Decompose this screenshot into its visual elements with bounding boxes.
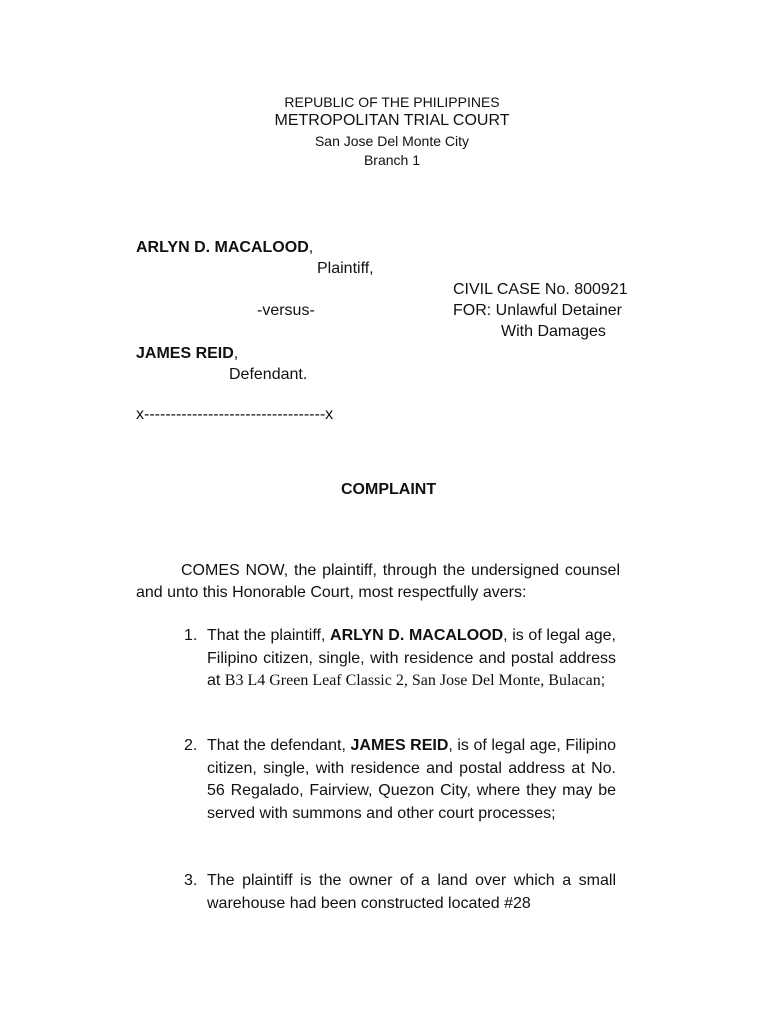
- caption-separator: x----------------------------------x: [136, 406, 334, 423]
- defendant-comma: ,: [233, 345, 239, 362]
- item-number: 3.: [184, 872, 198, 889]
- plaintiff-line: [136, 239, 313, 257]
- item-text-pre: That the plaintiff,: [207, 627, 331, 644]
- list-item: [184, 625, 616, 693]
- plaintiff-role: Plaintiff,: [317, 260, 374, 277]
- item-text-pre: That the defendant,: [207, 737, 351, 754]
- header-city: San Jose Del Monte City: [314, 133, 470, 149]
- item-text-pre: The plaintiff is the owner of a land over which a small warehouse had been constructed located #28: [207, 872, 616, 912]
- header-court: METROPOLITAN TRIAL COURT: [274, 112, 510, 129]
- item-text-post: ;: [600, 672, 606, 689]
- case-number: CIVIL CASE No. 800921: [453, 281, 628, 298]
- case-for-line1: FOR: Unlawful Detainer: [453, 302, 622, 319]
- item-text-mid: , is of legal age, Filipino citizen, single, with residence and postal address at: [207, 627, 616, 689]
- defendant-line: [136, 345, 238, 363]
- defendant-name: JAMES REID: [136, 345, 234, 362]
- plaintiff-comma: ,: [308, 239, 314, 256]
- plaintiff-name: ARLYN D. MACALOOD: [136, 239, 309, 256]
- item-body: [207, 735, 616, 825]
- defendant-name-bold: JAMES REID: [350, 737, 449, 754]
- header-republic: REPUBLIC OF THE PHILIPPINES: [284, 94, 500, 110]
- intro-paragraph: [136, 560, 620, 604]
- defendant-role: Defendant.: [229, 366, 308, 383]
- versus-label: -versus-: [257, 302, 315, 319]
- document-title: COMPLAINT: [341, 481, 437, 498]
- case-for-line2: With Damages: [501, 323, 606, 340]
- item-number: 2.: [184, 737, 198, 754]
- header-branch: Branch 1: [363, 152, 421, 168]
- plaintiff-address: B3 L4 Green Leaf Classic 2, San Jose Del Monte, Bulacan: [224, 672, 601, 689]
- intro-text: COMES NOW, the plaintiff, through the undersigned counsel and unto this Honorable Court, most respectfully avers:: [136, 562, 620, 601]
- item-body: [207, 870, 616, 915]
- item-number: 1.: [184, 627, 198, 644]
- item-text-mid: , is of legal age, Filipino citizen, single, with residence and postal address at No. 56 Regalado, Fairview, Quezon City, where they may be served with summons and other court processes;: [207, 737, 617, 822]
- list-item: [184, 870, 616, 915]
- item-body: [207, 625, 616, 693]
- list-item: [184, 735, 616, 825]
- plaintiff-name-bold: ARLYN D. MACALOOD: [330, 627, 504, 644]
